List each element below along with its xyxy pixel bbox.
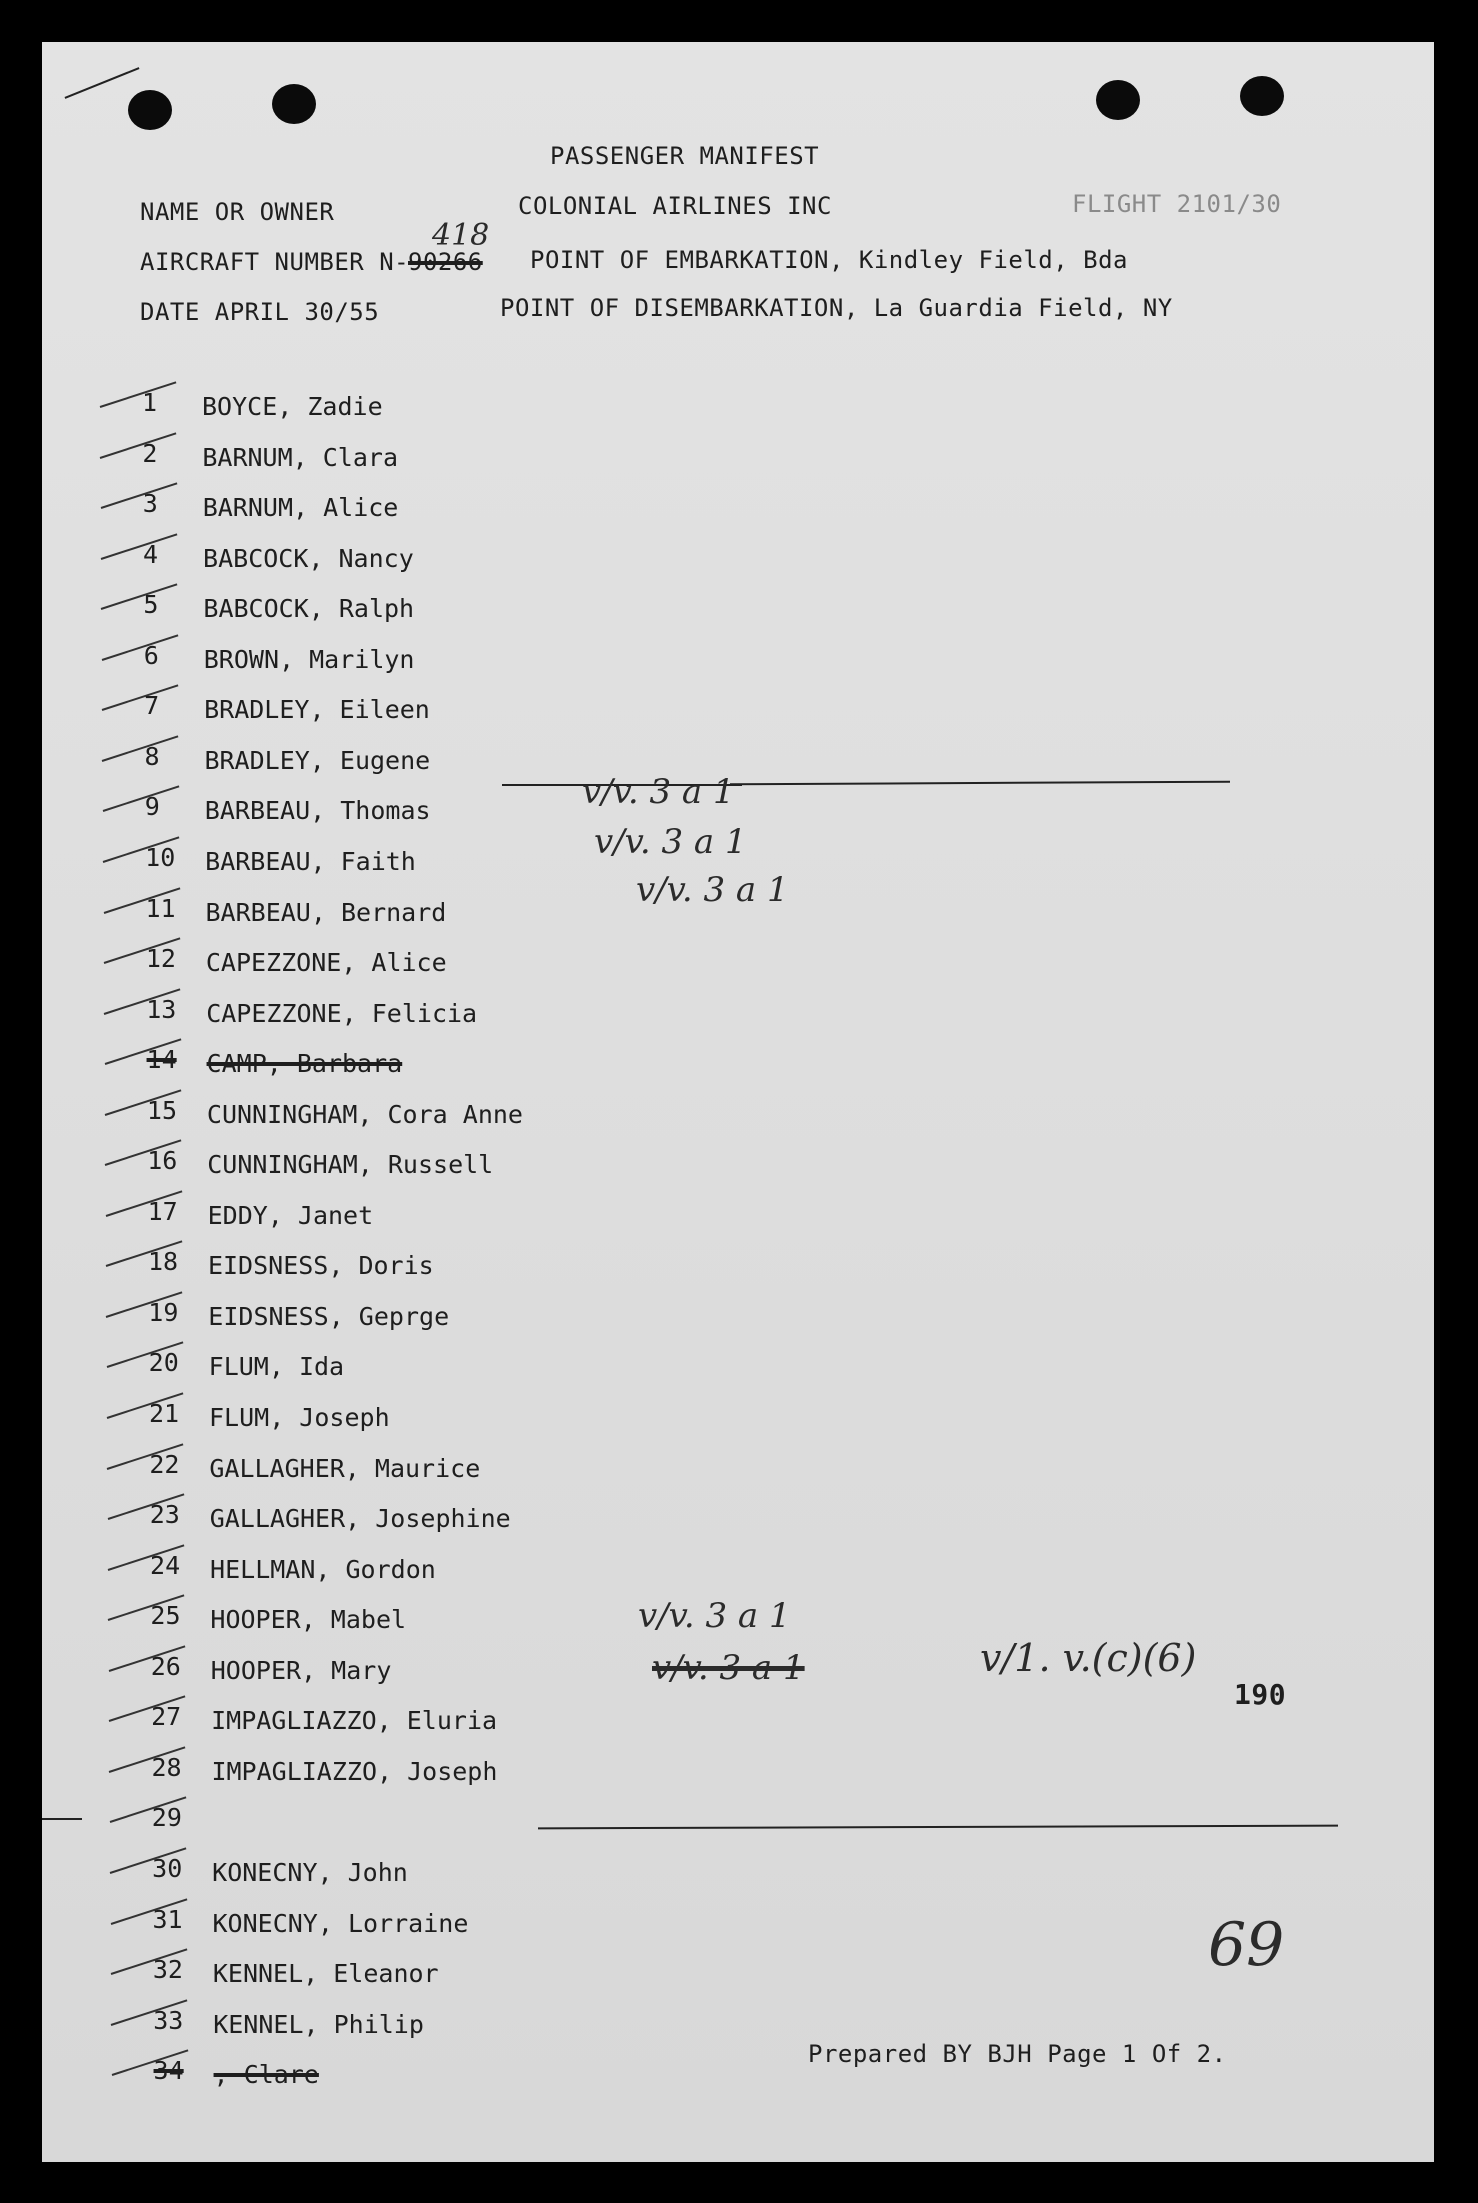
- passenger-number: 28: [151, 1752, 182, 1782]
- check-mark: [100, 482, 177, 509]
- passenger-row: [48, 1298, 748, 1334]
- passenger-name: EDDY, Janet: [207, 1200, 374, 1230]
- passenger-row: [53, 1905, 753, 1941]
- punch-hole: [1240, 76, 1284, 116]
- passenger-row: [42, 388, 742, 424]
- passenger-row: [47, 1096, 747, 1132]
- passenger-name: FLUM, Joseph: [209, 1403, 390, 1432]
- handwritten-number: 69: [1208, 1910, 1285, 1980]
- stamp-number: 190: [1234, 1678, 1287, 1711]
- passenger-row: [47, 1146, 747, 1182]
- passenger-row: [43, 590, 743, 626]
- manifest-sheet: [42, 42, 1434, 2162]
- passenger-row: [47, 1045, 747, 1081]
- passenger-number: 18: [147, 1247, 179, 1277]
- passenger-number: 13: [146, 994, 177, 1024]
- passenger-row: [52, 1854, 752, 1890]
- passenger-row: [46, 995, 746, 1031]
- passenger-number: 7: [144, 691, 160, 721]
- passenger-row: [53, 2006, 753, 2042]
- passenger-row: [44, 691, 744, 727]
- passenger-row: [43, 489, 743, 525]
- passenger-number: 16: [147, 1146, 178, 1176]
- passenger-name: IMPAGLIAZZO, Eluria: [211, 1706, 498, 1736]
- passenger-row: [49, 1399, 749, 1435]
- passenger-name: BOYCE, Zadie: [202, 392, 383, 421]
- passenger-name: , Clare: [213, 2060, 319, 2090]
- handwritten-note: v/1. v.(c)(6): [980, 1636, 1197, 1680]
- passenger-name: KONECNY, John: [212, 1857, 408, 1887]
- check-mark: [100, 432, 177, 459]
- passenger-name: BRADLEY, Eileen: [204, 695, 430, 725]
- punch-hole: [272, 84, 316, 124]
- passenger-number: 8: [144, 741, 160, 771]
- passenger-number: 22: [149, 1449, 180, 1479]
- passenger-number: 20: [148, 1348, 179, 1378]
- punch-hole: [1096, 80, 1140, 120]
- passenger-name: GALLAGHER, Josephine: [209, 1504, 511, 1534]
- owner-value: COLONIAL AIRLINES INC: [518, 192, 832, 220]
- handwritten-note: v/v. 3 a 1: [638, 1596, 791, 1636]
- passenger-number: 26: [150, 1651, 181, 1681]
- passenger-number: 5: [143, 590, 159, 620]
- handwritten-note-struck: v/v. 3 a 1: [652, 1648, 805, 1688]
- passenger-row: [48, 1197, 748, 1233]
- passenger-number: 32: [152, 1955, 183, 1985]
- passenger-name: HOOPER, Mabel: [210, 1605, 407, 1635]
- passenger-number: 12: [145, 944, 176, 974]
- document-title: PASSENGER MANIFEST: [550, 142, 820, 170]
- passenger-number: 31: [152, 1904, 183, 1934]
- passenger-number: 17: [147, 1196, 178, 1226]
- aircraft-number-struck: 90266: [408, 248, 483, 276]
- passenger-number: 10: [145, 842, 176, 872]
- passenger-name: BARBEAU, Thomas: [204, 796, 431, 826]
- passenger-number: 24: [150, 1550, 181, 1580]
- passenger-name: GALLAGHER, Maurice: [209, 1453, 481, 1483]
- embarkation-point: POINT OF EMBARKATION, Kindley Field, Bda: [530, 246, 1128, 274]
- punch-hole: [128, 90, 172, 130]
- check-mark: [101, 634, 178, 661]
- passenger-row: [46, 944, 746, 980]
- passenger-row: [48, 1247, 748, 1283]
- passenger-number: 2: [142, 438, 158, 468]
- passenger-row: [51, 1652, 751, 1688]
- passenger-row: [50, 1551, 750, 1587]
- owner-label: NAME OR OWNER: [140, 198, 335, 226]
- passenger-number: 27: [151, 1702, 182, 1732]
- manifest-date: DATE APRIL 30/55: [140, 298, 380, 326]
- passenger-number: 14: [146, 1045, 177, 1075]
- passenger-name: HOOPER, Mary: [210, 1655, 392, 1685]
- passenger-number: 19: [148, 1297, 179, 1327]
- aircraft-number-handwritten: 418: [432, 218, 490, 253]
- passenger-name: EIDSNESS, Doris: [207, 1251, 434, 1281]
- passenger-name: IMPAGLIAZZO, Joseph: [211, 1756, 498, 1786]
- passenger-row: [51, 1702, 751, 1738]
- passenger-name: CAPEZZONE, Alice: [205, 948, 447, 978]
- passenger-name: CAMP, Barbara: [206, 1049, 403, 1079]
- passenger-name: KONECNY, Lorraine: [212, 1908, 469, 1938]
- passenger-number: 21: [149, 1399, 180, 1428]
- handwritten-note: v/v. 3 a 1: [582, 772, 735, 812]
- passenger-row: [43, 540, 743, 576]
- check-mark: [102, 735, 179, 762]
- strike-line: [730, 781, 1230, 786]
- passenger-number: 30: [152, 1853, 183, 1883]
- passenger-name: KENNEL, Philip: [213, 2009, 424, 2039]
- passenger-row: [51, 1753, 751, 1789]
- aircraft-label: AIRCRAFT NUMBER N-: [140, 248, 410, 276]
- passenger-row: [54, 2056, 754, 2092]
- passenger-name: BRADLEY, Eugene: [204, 745, 431, 775]
- handwritten-note: v/v. 3 a 1: [594, 822, 747, 862]
- passenger-name: BARBEAU, Bernard: [205, 897, 447, 927]
- passenger-number: 6: [143, 640, 159, 670]
- check-mark: [102, 786, 179, 813]
- passenger-name: CUNNINGHAM, Russell: [207, 1150, 494, 1180]
- passenger-name: BARNUM, Alice: [202, 493, 399, 523]
- flight-number: FLIGHT 2101/30: [1072, 190, 1282, 218]
- passenger-row: [53, 1955, 753, 1991]
- check-mark: [101, 533, 178, 560]
- passenger-number: 4: [143, 539, 159, 569]
- passenger-row: [50, 1500, 750, 1536]
- passenger-number: 25: [150, 1601, 181, 1631]
- passenger-row: [49, 1348, 749, 1384]
- passenger-name: BABCOCK, Ralph: [203, 594, 415, 624]
- passenger-name: HELLMAN, Gordon: [210, 1554, 436, 1584]
- passenger-number: 34: [153, 2056, 184, 2086]
- passenger-number: 1: [142, 388, 158, 417]
- passenger-row: [49, 1450, 749, 1486]
- passenger-name: FLUM, Ida: [208, 1352, 345, 1382]
- passenger-number: 15: [146, 1095, 177, 1125]
- passenger-name: BROWN, Marilyn: [203, 644, 415, 674]
- handwritten-note: v/v. 3 a 1: [636, 870, 789, 910]
- disembarkation-point: POINT OF DISEMBARKATION, La Guardia Field, NY: [500, 294, 1173, 322]
- passenger-name: BARBEAU, Faith: [205, 846, 416, 876]
- passenger-name: CAPEZZONE, Felicia: [206, 998, 478, 1028]
- check-mark: [100, 381, 177, 408]
- passenger-row: [44, 641, 744, 677]
- check-mark: [101, 584, 178, 611]
- passenger-name: KENNEL, Eleanor: [212, 1959, 439, 1989]
- passenger-number: 9: [144, 792, 160, 822]
- passenger-row: [42, 439, 742, 475]
- passenger-number: 11: [145, 893, 176, 923]
- passenger-number: 23: [149, 1500, 180, 1530]
- prepared-by-footer: Prepared BY BJH Page 1 Of 2.: [808, 2040, 1227, 2068]
- passenger-row: [52, 1803, 752, 1839]
- passenger-name: BABCOCK, Nancy: [203, 543, 414, 573]
- passenger-number: 33: [153, 2005, 184, 2035]
- corner-mark: [65, 67, 140, 99]
- margin-mark: [42, 1818, 82, 1820]
- passenger-name: EIDSNESS, Geprge: [208, 1301, 450, 1331]
- passenger-number: 3: [142, 489, 158, 519]
- passenger-name: BARNUM, Clara: [202, 442, 399, 472]
- passenger-number: 29: [151, 1803, 182, 1833]
- check-mark: [102, 685, 179, 712]
- passenger-name: CUNNINGHAM, Cora Anne: [206, 1099, 523, 1129]
